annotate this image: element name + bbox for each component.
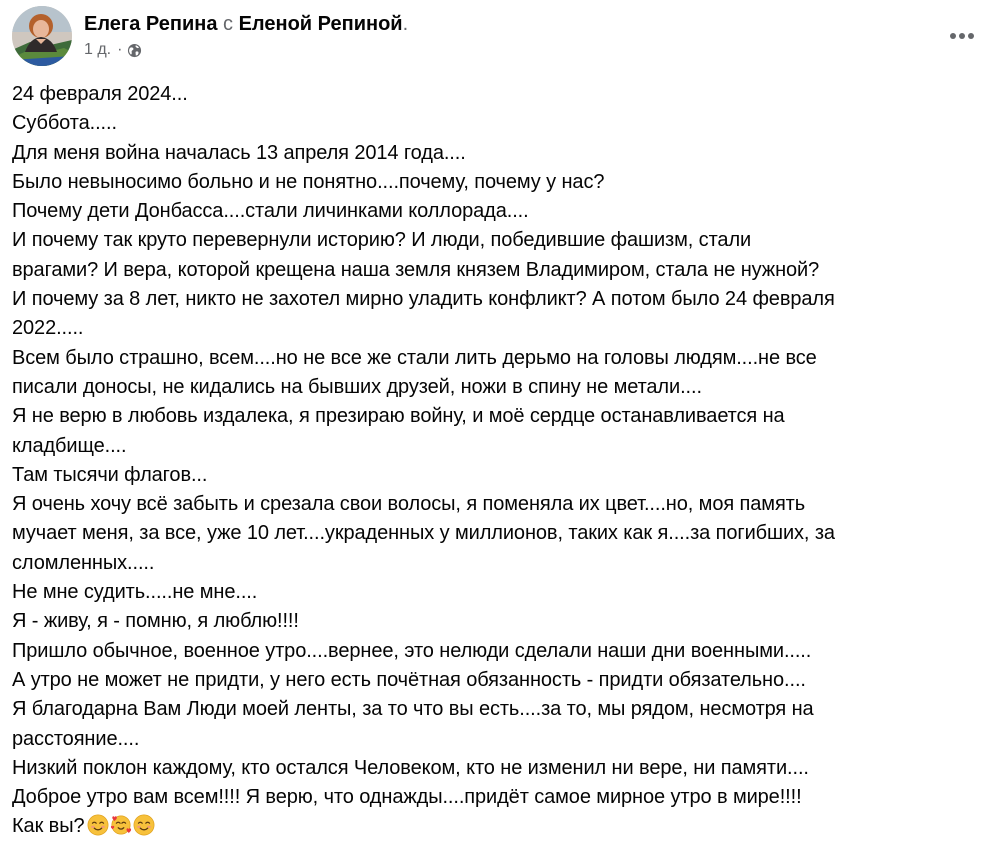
meta-separator: · xyxy=(117,41,123,58)
post-line: Почему дети Донбасса....стали личинками коллорада.... xyxy=(12,200,529,223)
smiling-face-with-hearts-icon xyxy=(110,814,132,836)
post-line: Не мне судить.....не мне.... xyxy=(12,581,258,604)
post-line: сломленных..... xyxy=(12,551,155,574)
post-line: Я не верю в любовь издалека, я презираю войну, и моё сердце останавливается на xyxy=(12,405,785,428)
more-horizontal-icon xyxy=(949,32,975,40)
with-word: с xyxy=(223,13,234,35)
post-last-line-text: Как вы? xyxy=(12,815,85,838)
tagged-person-name[interactable]: Еленой Репиной xyxy=(238,13,403,35)
post-line: 24 февраля 2024... xyxy=(12,83,188,105)
post-line: Пришло обычное, военное утро....вернее, это нелюди сделали наши дни военными..... xyxy=(12,639,812,662)
post-line: врагами? И вера, которой крещена наша земля князем Владимиром, стала не нужной? xyxy=(12,258,820,281)
post-line: И почему так круто перевернули историю? И люди, победившие фашизм, стали xyxy=(12,229,752,252)
post-text xyxy=(12,80,990,846)
smiling-face-icon xyxy=(87,814,109,836)
post-line: Было невыносимо больно и не понятно....почему, почему у нас? xyxy=(12,170,605,193)
more-options-button[interactable] xyxy=(944,24,980,48)
post-timestamp[interactable]: 1 д. xyxy=(84,41,112,58)
post-line: Я - живу, я - помню, я люблю!!!! xyxy=(12,610,299,633)
post-line: Для меня война началась 13 апреля 2014 года.... xyxy=(12,141,466,164)
post-line: кладбище.... xyxy=(12,434,127,457)
post-meta xyxy=(84,40,142,60)
tagged-suffix: . xyxy=(402,13,409,35)
post-line: Я благодарна Вам Люди моей ленты, за то что вы есть....за то, мы рядом, несмотря на xyxy=(12,698,814,721)
smiling-face-icon xyxy=(133,814,155,836)
avatar-photo xyxy=(12,6,72,66)
author-line xyxy=(84,12,408,36)
post-line: И почему за 8 лет, никто не захотел мирно уладить конфликт? А потом было 24 февраля xyxy=(12,288,835,311)
post-line: Низкий поклон каждому, кто остался Человеком, кто не изменил ни вере, ни памяти.... xyxy=(12,756,809,779)
emoji-group xyxy=(87,814,156,845)
globe-icon[interactable] xyxy=(127,43,142,58)
post-line: расстояние.... xyxy=(12,727,140,750)
post-line: А утро не может не придти, у него есть почётная обязанность - придти обязательно.... xyxy=(12,668,806,691)
post-line: 2022..... xyxy=(12,317,84,340)
author-name[interactable]: Елега Репина xyxy=(84,13,218,35)
post-line: писали доносы, не кидались на бывших друзей, ножи в спину не метали.... xyxy=(12,375,702,398)
author-avatar[interactable] xyxy=(12,6,72,66)
post-line: Доброе утро вам всем!!!! Я верю, что однажды....придёт самое мирное утро в мире!!!! xyxy=(12,786,802,809)
post-line: мучает меня, за все, уже 10 лет....украденных у миллионов, таких как я....за погибших, за xyxy=(12,522,835,545)
post-line: Я очень хочу всё забыть и срезала свои волосы, я поменяла их цвет....но, моя память xyxy=(12,493,806,516)
post-line: Всем было страшно, всем....но не все же стали лить дерьмо на головы людям....не все xyxy=(12,346,817,369)
post-line: Суббота..... xyxy=(12,112,117,135)
post-header xyxy=(12,6,992,68)
post-last-line xyxy=(12,812,990,845)
post-line: Там тысячи флагов... xyxy=(12,463,208,486)
